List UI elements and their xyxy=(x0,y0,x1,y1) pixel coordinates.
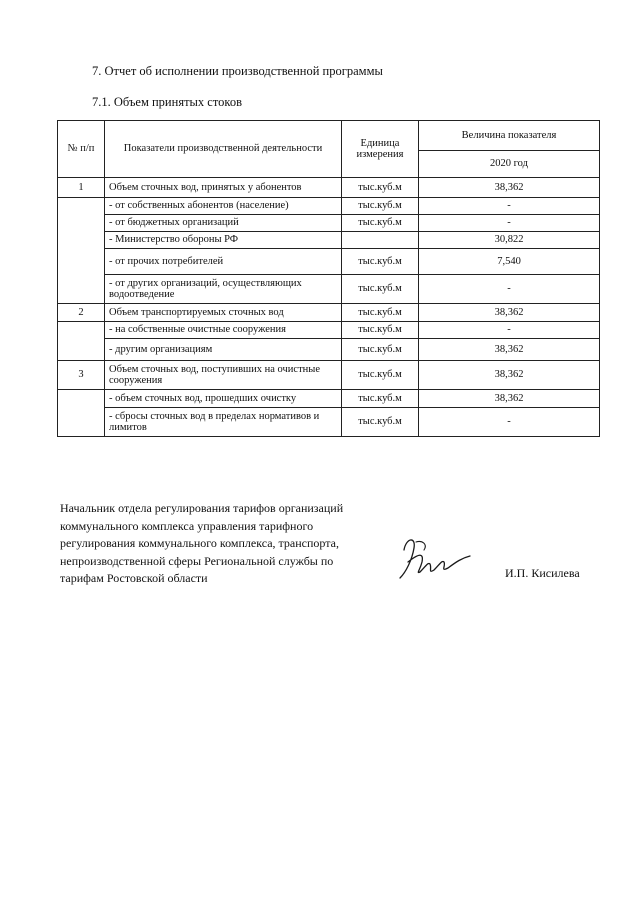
row-unit: тыс.куб.м xyxy=(342,322,419,339)
row-indicator: - сбросы сточных вод в пределах нормативов и лимитов xyxy=(105,408,342,437)
header-year: 2020 год xyxy=(419,151,600,178)
signer-name: И.П. Кисилева xyxy=(505,566,580,580)
row-unit: тыс.куб.м xyxy=(342,198,419,215)
row-unit: тыс.куб.м xyxy=(342,390,419,408)
row-number: 2 xyxy=(58,304,105,322)
header-no: № п/п xyxy=(58,121,105,178)
table-row xyxy=(58,215,600,232)
table-row xyxy=(58,339,600,361)
header-value-group: Величина показателя xyxy=(419,121,600,151)
row-value: 38,362 xyxy=(419,178,600,198)
table-row xyxy=(58,304,600,322)
table-row xyxy=(58,178,600,198)
table-row xyxy=(58,232,600,249)
row-value: - xyxy=(419,408,600,437)
row-value: - xyxy=(419,198,600,215)
section-title: 7. Отчет об исполнении производственной программы xyxy=(92,64,383,78)
row-indicator: Объем сточных вод, поступивших на очистные сооружения xyxy=(105,361,342,390)
row-indicator: Объем сточных вод, принятых у абонентов xyxy=(105,178,342,198)
row-indicator: - на собственные очистные сооружения xyxy=(105,322,342,339)
row-number xyxy=(58,198,105,304)
table-row xyxy=(58,249,600,275)
row-value: - xyxy=(419,322,600,339)
row-indicator: - от других организаций, осуществляющих водоотведение xyxy=(105,275,342,304)
handwritten-signature xyxy=(394,532,474,584)
table-row xyxy=(58,198,600,215)
row-unit xyxy=(342,232,419,249)
row-indicator: - другим организациям xyxy=(105,339,342,361)
row-indicator: - объем сточных вод, прошедших очистку xyxy=(105,390,342,408)
table-row xyxy=(58,390,600,408)
header-indicator: Показатели производственной деятельности xyxy=(105,121,342,178)
row-value: 38,362 xyxy=(419,390,600,408)
row-value: 7,540 xyxy=(419,249,600,275)
row-unit: тыс.куб.м xyxy=(342,408,419,437)
row-number xyxy=(58,390,105,437)
table-row xyxy=(58,361,600,390)
row-unit: тыс.куб.м xyxy=(342,339,419,361)
row-value: 30,822 xyxy=(419,232,600,249)
row-value: 38,362 xyxy=(419,361,600,390)
table-row xyxy=(58,275,600,304)
row-value: 38,362 xyxy=(419,339,600,361)
subsection-title: 7.1. Объем принятых стоков xyxy=(92,95,242,109)
row-unit: тыс.куб.м xyxy=(342,304,419,322)
row-unit: тыс.куб.м xyxy=(342,275,419,304)
row-number: 1 xyxy=(58,178,105,198)
row-indicator: - от собственных абонентов (население) xyxy=(105,198,342,215)
row-unit: тыс.куб.м xyxy=(342,249,419,275)
table-row xyxy=(58,408,600,437)
row-number: 3 xyxy=(58,361,105,390)
signatory-position: Начальник отдела регулирования тарифов организаций коммунального комплекса управления тарифного регулирования коммунального комплекса, транспорта, непроизводственной сферы Региональной службы по тарифам Ростовской области xyxy=(60,501,344,585)
row-unit: тыс.куб.м xyxy=(342,178,419,198)
row-value: - xyxy=(419,275,600,304)
row-unit: тыс.куб.м xyxy=(342,215,419,232)
row-value: - xyxy=(419,215,600,232)
header-unit: Единица измерения xyxy=(342,121,419,178)
row-indicator: Объем транспортируемых сточных вод xyxy=(105,304,342,322)
row-indicator: - Министерство обороны РФ xyxy=(105,232,342,249)
table-row xyxy=(58,322,600,339)
row-number xyxy=(58,322,105,361)
row-indicator: - от бюджетных организаций xyxy=(105,215,342,232)
wastewater-volume-table xyxy=(57,120,600,437)
row-value: 38,362 xyxy=(419,304,600,322)
row-unit: тыс.куб.м xyxy=(342,361,419,390)
row-indicator: - от прочих потребителей xyxy=(105,249,342,275)
